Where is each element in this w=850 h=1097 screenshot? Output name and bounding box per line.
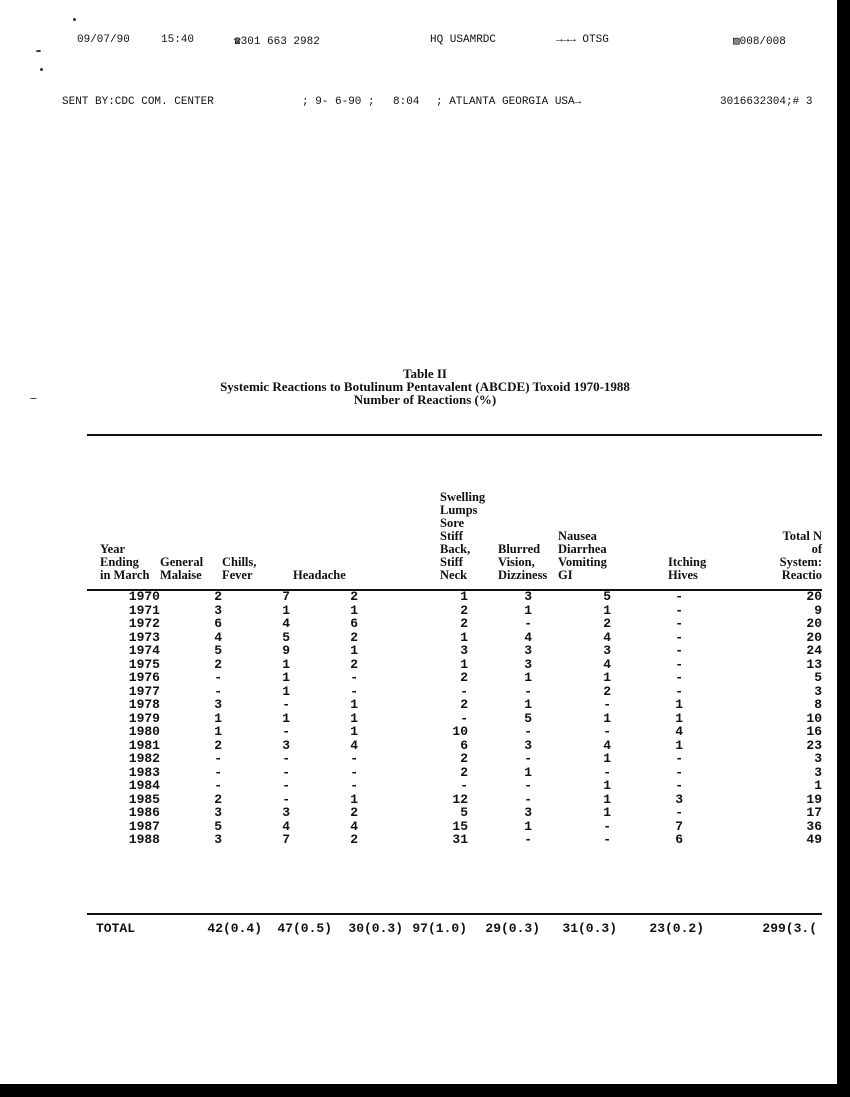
year-cell: 1983 <box>128 764 160 780</box>
value-cell: - <box>282 697 290 712</box>
value-cell: 1 <box>814 778 822 793</box>
year-cell: 1988 <box>128 832 160 847</box>
total-label: TOTAL <box>96 922 136 936</box>
scan-speck <box>40 68 43 71</box>
year-cell: 1979 <box>128 710 160 726</box>
year-cell: 1970 <box>128 589 160 604</box>
value-cell: 3 <box>814 764 822 780</box>
total-value: 31(0.3) <box>562 922 617 936</box>
value-cell: - <box>675 656 683 672</box>
value-cell: 24 <box>806 643 822 658</box>
value-cell: - <box>214 751 222 766</box>
value-cell: 4 <box>282 818 290 834</box>
value-cell: - <box>603 764 611 780</box>
total-value: 299(3.( <box>762 922 817 936</box>
value-cell: 1 <box>350 791 358 807</box>
value-cell: 1 <box>350 710 358 726</box>
value-cell: 1 <box>214 724 222 739</box>
value-cell: - <box>524 791 532 807</box>
value-cell: 1 <box>603 670 611 685</box>
value-cell: 1 <box>524 697 532 712</box>
column-header: Total N of System: Reactio <box>779 529 822 582</box>
table-row <box>0 725 850 739</box>
value-cell: - <box>350 751 358 766</box>
value-cell: 1 <box>524 670 532 685</box>
value-cell: 3 <box>214 805 222 820</box>
table-row <box>0 617 850 631</box>
year-cell: 1977 <box>128 683 160 699</box>
table-top-rule <box>87 434 822 436</box>
table-row <box>0 658 850 672</box>
year-cell: 1974 <box>128 643 160 658</box>
value-cell: 4 <box>350 818 358 834</box>
year-cell: 1972 <box>128 616 160 631</box>
fax-location: ; ATLANTA GEORGIA USA→ <box>436 96 582 108</box>
year-cell: 1980 <box>128 724 160 739</box>
value-cell: 6 <box>350 616 358 631</box>
value-cell: 20 <box>806 629 822 645</box>
value-cell: 7 <box>675 818 683 834</box>
value-cell: 5 <box>282 629 290 645</box>
table-row <box>0 712 850 726</box>
value-cell: 7 <box>282 832 290 847</box>
table-subtitle: Systemic Reactions to Botulinum Pentavalent (ABCDE) Toxoid 1970-1988 <box>220 379 630 394</box>
value-cell: - <box>460 778 468 793</box>
value-cell: 1 <box>460 629 468 645</box>
value-cell: 12 <box>452 791 468 807</box>
value-cell: - <box>524 832 532 847</box>
value-cell: 3 <box>524 656 532 672</box>
value-cell: 5 <box>214 818 222 834</box>
value-cell: 1 <box>603 805 611 820</box>
value-cell: 2 <box>350 805 358 820</box>
value-cell: 3 <box>214 832 222 847</box>
value-cell: 3 <box>524 805 532 820</box>
value-cell: 3 <box>524 643 532 658</box>
column-header: Itching Hives <box>668 555 707 582</box>
value-cell: - <box>524 616 532 631</box>
value-cell: 3 <box>524 737 532 753</box>
fax-date: 09/07/90 <box>77 34 130 46</box>
value-cell: - <box>214 670 222 685</box>
value-cell: 1 <box>460 589 468 604</box>
value-cell: 31 <box>452 832 468 847</box>
value-cell: 1 <box>350 643 358 658</box>
total-value: 97(1.0) <box>412 922 467 936</box>
table-row <box>0 685 850 699</box>
value-cell: - <box>524 724 532 739</box>
value-cell: 2 <box>603 616 611 631</box>
value-cell: - <box>214 778 222 793</box>
value-cell: - <box>675 670 683 685</box>
value-cell: 2 <box>350 656 358 672</box>
value-cell: 1 <box>214 710 222 726</box>
value-cell: 1 <box>675 737 683 753</box>
table-row <box>0 644 850 658</box>
value-cell: - <box>675 629 683 645</box>
value-cell: - <box>460 683 468 699</box>
value-cell: 1 <box>282 683 290 699</box>
table-row <box>0 833 850 847</box>
value-cell: 1 <box>282 656 290 672</box>
fax-sent-date: ; 9- 6-90 ; <box>302 96 375 108</box>
value-cell: 2 <box>460 616 468 631</box>
value-cell: 5 <box>524 710 532 726</box>
value-cell: 4 <box>603 737 611 753</box>
table-row <box>0 752 850 766</box>
table-units: Number of Reactions (%) <box>353 392 497 407</box>
column-header: Swelling Lumps Sore Stiff Back, Stiff Neck <box>440 490 486 582</box>
value-cell: 20 <box>806 589 822 604</box>
year-cell: 1978 <box>128 697 160 712</box>
value-cell: 2 <box>214 656 222 672</box>
value-cell: 1 <box>350 697 358 712</box>
value-cell: 20 <box>806 616 822 631</box>
value-cell: - <box>350 670 358 685</box>
total-row <box>0 922 837 936</box>
value-cell: - <box>675 643 683 658</box>
value-cell: 19 <box>806 791 822 807</box>
value-cell: 36 <box>806 818 822 834</box>
value-cell: - <box>675 751 683 766</box>
column-header: Year Ending in March <box>100 542 150 582</box>
value-cell: 3 <box>675 791 683 807</box>
value-cell: 6 <box>214 616 222 631</box>
year-cell: 1971 <box>128 602 160 618</box>
value-cell: - <box>460 710 468 726</box>
total-value: 30(0.3) <box>348 922 403 936</box>
value-cell: 4 <box>282 616 290 631</box>
table-row <box>0 806 850 820</box>
value-cell: 49 <box>806 832 822 847</box>
value-cell: 3 <box>603 643 611 658</box>
value-cell: - <box>675 616 683 631</box>
table-row <box>0 698 850 712</box>
fax-to: →→→ OTSG <box>556 34 609 46</box>
value-cell: 17 <box>806 805 822 820</box>
total-value: 47(0.5) <box>277 922 332 936</box>
value-cell: - <box>214 764 222 780</box>
year-cell: 1986 <box>128 805 160 820</box>
year-cell: 1976 <box>128 670 160 685</box>
table-row <box>0 631 850 645</box>
scan-border-bottom <box>0 1084 850 1097</box>
value-cell: 3 <box>282 805 290 820</box>
value-cell: 3 <box>214 697 222 712</box>
value-cell: 7 <box>282 589 290 604</box>
value-cell: 2 <box>350 832 358 847</box>
value-cell: 1 <box>524 764 532 780</box>
value-cell: 5 <box>603 589 611 604</box>
value-cell: 1 <box>282 602 290 618</box>
value-cell: 15 <box>452 818 468 834</box>
fax-phone: ☎301 663 2982 <box>234 36 320 48</box>
value-cell: - <box>603 697 611 712</box>
fax-number: 3016632304;# 3 <box>720 96 813 108</box>
value-cell: - <box>603 818 611 834</box>
value-cell: 2 <box>214 791 222 807</box>
value-cell: 1 <box>460 656 468 672</box>
value-cell: - <box>603 832 611 847</box>
fax-sent-time: 8:04 <box>393 96 420 108</box>
scan-speck <box>73 18 76 21</box>
value-cell: 5 <box>214 643 222 658</box>
value-cell: 10 <box>452 724 468 739</box>
value-cell: - <box>282 724 290 739</box>
value-cell: 1 <box>282 710 290 726</box>
column-header: Blurred Vision, Dizziness <box>498 542 548 582</box>
value-cell: 4 <box>603 629 611 645</box>
value-cell: 2 <box>460 764 468 780</box>
value-cell: - <box>524 751 532 766</box>
value-cell: 4 <box>350 737 358 753</box>
column-header: Nausea Diarrhea Vomiting GI <box>558 529 607 582</box>
value-cell: 1 <box>524 602 532 618</box>
fax-page: ▨008/008 <box>733 36 786 48</box>
year-cell: 1985 <box>128 791 160 807</box>
value-cell: 1 <box>603 751 611 766</box>
value-cell: 1 <box>350 602 358 618</box>
value-cell: 3 <box>814 683 822 699</box>
value-cell: - <box>675 764 683 780</box>
value-cell: 2 <box>214 737 222 753</box>
value-cell: 16 <box>806 724 822 739</box>
value-cell: 4 <box>603 656 611 672</box>
value-cell: 1 <box>603 602 611 618</box>
value-cell: - <box>350 764 358 780</box>
table-row <box>0 604 850 618</box>
value-cell: 3 <box>460 643 468 658</box>
year-cell: 1982 <box>128 751 160 766</box>
table-row <box>0 671 850 685</box>
column-header: General Malaise <box>160 555 204 582</box>
value-cell: 2 <box>460 751 468 766</box>
value-cell: 4 <box>675 724 683 739</box>
value-cell: - <box>282 751 290 766</box>
year-cell: 1975 <box>128 656 160 672</box>
value-cell: 5 <box>460 805 468 820</box>
value-cell: 2 <box>460 670 468 685</box>
scan-speck <box>36 50 41 52</box>
year-cell: 1984 <box>128 778 160 793</box>
column-header: Headache <box>293 568 346 582</box>
value-cell: 1 <box>603 710 611 726</box>
value-cell: - <box>603 724 611 739</box>
scan-border-right <box>837 0 850 1097</box>
table-row <box>0 779 850 793</box>
value-cell: 5 <box>814 670 822 685</box>
value-cell: - <box>524 683 532 699</box>
value-cell: 1 <box>603 791 611 807</box>
value-cell: 1 <box>675 710 683 726</box>
value-cell: - <box>675 805 683 820</box>
value-cell: 1 <box>675 697 683 712</box>
value-cell: - <box>524 778 532 793</box>
value-cell: 1 <box>603 778 611 793</box>
value-cell: 9 <box>282 643 290 658</box>
value-cell: 23 <box>806 737 822 753</box>
table-title: Table II <box>403 366 447 381</box>
value-cell: 4 <box>524 629 532 645</box>
value-cell: 3 <box>282 737 290 753</box>
value-cell: 2 <box>460 602 468 618</box>
value-cell: 4 <box>214 629 222 645</box>
table-row <box>0 590 850 604</box>
table-row <box>0 793 850 807</box>
value-cell: - <box>675 683 683 699</box>
value-cell: 9 <box>814 602 822 618</box>
value-cell: - <box>675 778 683 793</box>
year-cell: 1987 <box>128 818 160 834</box>
value-cell: 6 <box>675 832 683 847</box>
total-rule <box>87 913 822 915</box>
total-value: 23(0.2) <box>649 922 704 936</box>
value-cell: 1 <box>524 818 532 834</box>
value-cell: 2 <box>460 697 468 712</box>
value-cell: 1 <box>282 670 290 685</box>
value-cell: - <box>214 683 222 699</box>
value-cell: - <box>282 778 290 793</box>
value-cell: 8 <box>814 697 822 712</box>
table-row <box>0 766 850 780</box>
value-cell: 3 <box>214 602 222 618</box>
year-cell: 1981 <box>128 737 160 753</box>
value-cell: 1 <box>350 724 358 739</box>
value-cell: 2 <box>214 589 222 604</box>
value-cell: - <box>350 683 358 699</box>
value-cell: 2 <box>350 629 358 645</box>
table-row <box>0 739 850 753</box>
value-cell: - <box>675 602 683 618</box>
total-value: 42(0.4) <box>207 922 262 936</box>
fax-sender: SENT BY:CDC COM. CENTER <box>62 96 214 108</box>
value-cell: 13 <box>806 656 822 672</box>
fax-time: 15:40 <box>161 34 195 46</box>
value-cell: 2 <box>350 589 358 604</box>
value-cell: - <box>282 791 290 807</box>
value-cell: 2 <box>603 683 611 699</box>
value-cell: - <box>675 589 683 604</box>
value-cell: - <box>350 778 358 793</box>
value-cell: 6 <box>460 737 468 753</box>
fax-from: HQ USAMRDC <box>430 34 497 46</box>
table-row <box>0 820 850 834</box>
year-cell: 1973 <box>128 629 160 645</box>
column-header: Chills, Fever <box>222 555 257 582</box>
value-cell: 3 <box>524 589 532 604</box>
value-cell: 3 <box>814 751 822 766</box>
value-cell: 10 <box>806 710 822 726</box>
total-value: 29(0.3) <box>485 922 540 936</box>
value-cell: - <box>282 764 290 780</box>
